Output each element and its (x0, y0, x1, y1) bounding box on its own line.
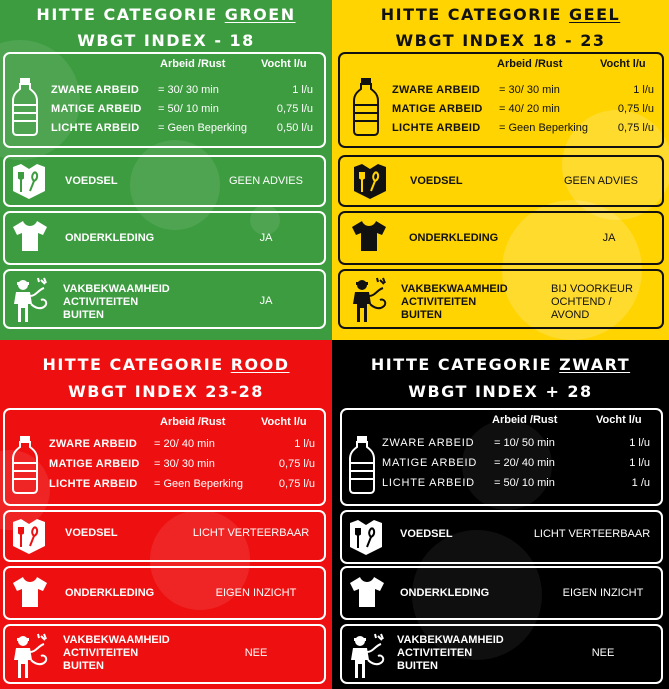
onderkleding-label: ONDERKLEDING (409, 232, 499, 244)
onderkleding-label: ONDERKLEDING (65, 587, 155, 599)
row-lichte-arbeid: LICHTE ARBEID = 50/ 10 min 1 /u (382, 477, 650, 489)
row-lichte-arbeid: LICHTE ARBEID = Geen Beperking 0,50 l/u (51, 122, 313, 134)
vakbekwaamheid-label: VAKBEKWAAMHEID ACTIVITEITEN BUITEN (397, 634, 504, 672)
food-shield-icon (11, 162, 47, 200)
water-bottle-icon (11, 436, 39, 494)
voedsel-label: VOEDSEL (65, 527, 118, 539)
work-rest-box (340, 408, 663, 506)
voedsel-value: GEEN ADVIES (229, 175, 303, 187)
onderkleding-label: ONDERKLEDING (400, 587, 490, 599)
header-arbeid-rust: Arbeid /Rust (497, 58, 563, 70)
t-shirt-icon (348, 575, 386, 609)
voedsel-box (340, 510, 663, 564)
food-shield-icon (348, 518, 384, 556)
voedsel-label: VOEDSEL (65, 175, 118, 187)
vakbekwaamheid-box (3, 624, 326, 684)
category-green-panel (0, 0, 332, 340)
header-vocht: Vocht l/u (600, 58, 646, 70)
firefighter-hose-icon (348, 632, 388, 680)
row-zware-arbeid: ZWARE ARBEID = 30/ 30 min 1 l/u (392, 84, 654, 96)
onderkleding-value: EIGEN INZICHT (215, 587, 297, 599)
vakbekwaamheid-label: VAKBEKWAAMHEID ACTIVITEITEN BUITEN (401, 283, 508, 321)
firefighter-hose-icon (350, 276, 390, 324)
category-red-panel (0, 340, 332, 689)
header-vocht: Vocht l/u (261, 416, 307, 428)
category-title: HITTE CATEGORIE ROOD WBGT INDEX 23-28 (42, 355, 290, 401)
onderkleding-box (3, 211, 326, 265)
onderkleding-value: EIGEN INZICHT (562, 587, 644, 599)
vakbekwaamheid-label: VAKBEKWAAMHEID ACTIVITEITEN BUITEN (63, 283, 170, 321)
row-lichte-arbeid: LICHTE ARBEID = Geen Beperking 0,75 l/u (49, 478, 315, 490)
header-vocht: Vocht l/u (596, 414, 642, 426)
t-shirt-icon (11, 219, 49, 253)
voedsel-label: VOEDSEL (410, 175, 463, 187)
water-bottle-icon (11, 78, 39, 136)
header-arbeid-rust: Arbeid /Rust (160, 416, 226, 428)
work-rest-box (3, 408, 326, 506)
water-bottle-icon (352, 78, 380, 136)
onderkleding-value: JA (259, 232, 273, 244)
work-rest-box (338, 52, 664, 148)
voedsel-value: LICHT VERTEERBAAR (533, 528, 651, 540)
vakbekwaamheid-box (338, 269, 664, 329)
vakbekwaamheid-value: JA (259, 295, 273, 307)
vakbekwaamheid-value: NEE (244, 647, 268, 659)
category-title: HITTE CATEGORIE ZWART WBGT INDEX + 28 (370, 355, 631, 401)
onderkleding-box (3, 566, 326, 620)
food-shield-icon (352, 162, 388, 200)
work-rest-box (3, 52, 326, 148)
row-matige-arbeid: MATIGE ARBEID = 20/ 40 min 1 l/u (382, 457, 650, 469)
onderkleding-box (340, 566, 663, 620)
vakbekwaamheid-value: BIJ VOORKEUR OCHTEND / AVOND (551, 283, 633, 321)
food-shield-icon (11, 517, 47, 555)
row-matige-arbeid: MATIGE ARBEID = 50/ 10 min 0,75 l/u (51, 103, 313, 115)
category-black-panel (332, 340, 669, 689)
row-lichte-arbeid: LICHTE ARBEID = Geen Beperking 0,75 l/u (392, 122, 654, 134)
category-yellow-panel (332, 0, 669, 340)
t-shirt-icon (11, 575, 49, 609)
row-matige-arbeid: MATIGE ARBEID = 30/ 30 min 0,75 l/u (49, 458, 315, 470)
vakbekwaamheid-label: VAKBEKWAAMHEID ACTIVITEITEN BUITEN (63, 634, 170, 672)
firefighter-hose-icon (11, 632, 51, 680)
water-bottle-icon (348, 436, 376, 494)
onderkleding-value: JA (602, 232, 616, 244)
voedsel-label: VOEDSEL (400, 528, 453, 540)
vakbekwaamheid-box (3, 269, 326, 329)
voedsel-box (338, 155, 664, 207)
category-title: HITTE CATEGORIE GEEL WBGT INDEX 18 - 23 (380, 5, 621, 50)
row-matige-arbeid: MATIGE ARBEID = 40/ 20 min 0,75 l/u (392, 103, 654, 115)
vakbekwaamheid-value: NEE (591, 647, 615, 659)
header-vocht: Vocht l/u (261, 58, 307, 70)
row-zware-arbeid: ZWARE ARBEID = 20/ 40 min 1 l/u (49, 438, 315, 450)
header-arbeid-rust: Arbeid /Rust (492, 414, 558, 426)
category-title: HITTE CATEGORIE GROEN WBGT INDEX - 18 (36, 5, 296, 50)
firefighter-hose-icon (11, 276, 51, 324)
onderkleding-box (338, 211, 664, 265)
row-zware-arbeid: ZWARE ARBEID = 30/ 30 min 1 l/u (51, 84, 313, 96)
voedsel-value: GEEN ADVIES (564, 175, 638, 187)
t-shirt-icon (350, 219, 388, 253)
row-zware-arbeid: ZWARE ARBEID = 10/ 50 min 1 l/u (382, 437, 650, 449)
voedsel-value: LICHT VERTEERBAAR (192, 527, 310, 539)
onderkleding-label: ONDERKLEDING (65, 232, 155, 244)
header-arbeid-rust: Arbeid /Rust (160, 58, 226, 70)
vakbekwaamheid-box (340, 624, 663, 684)
voedsel-box (3, 510, 326, 562)
voedsel-box (3, 155, 326, 207)
